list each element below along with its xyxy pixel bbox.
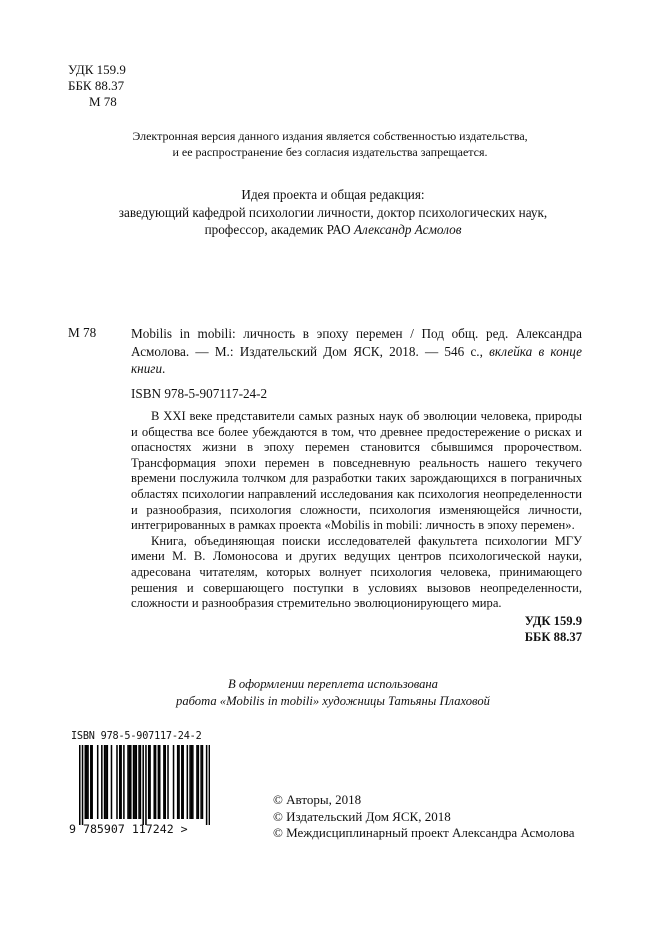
barcode-bar (111, 745, 113, 819)
bibliographic-entry (131, 325, 582, 378)
barcode-bar (85, 745, 87, 819)
abstract-paragraph-2: Книга, объединяющая поиски исследователей факультета психологии МГУ имени М. В. Ломоносова и других ведущих центров психологической науки, адресована читателям, которых волнует психология человека, принимающего решения и совершающего поступки в условиях вызовов неопределенности, сложности и разнообразия стремительно эволюционирующего мира. (131, 533, 582, 611)
notice-line-2: и ее распространение без согласия издательства запрещается. (172, 145, 488, 159)
barcode-bar (178, 745, 180, 819)
barcode-bar (159, 745, 161, 819)
barcode-bar (130, 745, 132, 819)
barcode-bar (86, 745, 88, 819)
udk-code-bold: УДК 159.9 (524, 614, 582, 628)
bbk-code: ББК 88.37 (68, 78, 125, 93)
barcode-bar (127, 745, 129, 819)
barcode-bar (181, 745, 183, 819)
barcode-bar (158, 745, 160, 819)
barcode-bar (202, 745, 204, 819)
notice-line-1: Электронная версия данного издания является собственностью издательства, (132, 129, 528, 143)
bbk-code-bold: ББК 88.37 (524, 629, 582, 644)
barcode-bar (123, 745, 125, 819)
abstract (131, 409, 582, 612)
barcode-bar (129, 745, 131, 819)
isbn-barcode (69, 731, 224, 837)
cover-note-line-1: В оформлении переплета использована (228, 677, 438, 691)
barcode-bar (116, 745, 118, 819)
barcode-bar (177, 745, 179, 819)
barcode-bar (148, 745, 150, 819)
barcode-bar (163, 745, 165, 819)
barcode-bar (133, 745, 135, 819)
cover-note (40, 676, 626, 710)
udk-code: УДК 159.9 (68, 62, 126, 77)
barcode-bar (138, 745, 140, 819)
barcode-bars (79, 745, 210, 825)
barcode-bar (173, 745, 175, 819)
editor-name: Александр Асмолов (353, 222, 462, 237)
barcode-bar (140, 745, 142, 819)
copyright-notice (40, 128, 620, 160)
classification-bold (525, 614, 582, 645)
barcode-bar (191, 745, 193, 819)
barcode-bar (155, 745, 157, 819)
abstract-paragraph-1: В XXI веке представители самых разных наук об эволюции человека, природы и общества все более убеждаются в том, что древнее предостережение о рисках и опасностях жизни в эпоху перемен становится сбывшимся пророчеством. Трансформация эпохи перемен в повседневную реальность нашего текучего времени послужила толчком для разработки таких зарождающихся в пограничных областях психологии направлений исследования как психология неопределенности и разнообразия, психология сложности, психология изменяющейся личности, интегрированных в рамках проекта «Mobilis in mobili: личность в эпоху перемен». (131, 409, 582, 533)
editor-line-3 (40, 221, 626, 239)
barcode-bar (107, 745, 109, 819)
barcode-bar (198, 745, 200, 819)
barcode-top-text: ISBN 978-5-907117-24-2 (71, 731, 202, 742)
barcode-bar (105, 745, 107, 819)
barcode-bar (90, 745, 92, 819)
entry-italic: вклейка в конце книги (131, 343, 583, 376)
barcode-bar (120, 745, 122, 819)
barcode-bar (87, 745, 89, 819)
barcode-bar (206, 745, 208, 825)
classification-block (68, 62, 126, 110)
barcode-bar (79, 745, 81, 825)
barcode-bar (167, 745, 169, 819)
barcode-bar (196, 745, 198, 819)
editor-credit (40, 186, 626, 239)
barcode-bar (192, 745, 194, 819)
entry-code: М 78 (68, 325, 97, 340)
entry-text: Mobilis in mobili: личность в эпоху перемен / Под общ. ред. Александра Асмолова. — М.: Издательский Дом ЯСК, 2018. — 546 с., (131, 326, 582, 359)
barcode-bar (164, 745, 166, 819)
barcode-bar (104, 745, 106, 819)
barcode-bar (136, 745, 138, 819)
copyright-list (273, 792, 575, 842)
isbn-line: ISBN 978-5-907117-24-2 (131, 386, 268, 401)
copyright-line: © Издательский Дом ЯСК, 2018 (273, 808, 451, 824)
barcode-bar (119, 745, 121, 819)
barcode-bar (134, 745, 136, 819)
barcode-bar (149, 745, 151, 819)
barcode-bar (82, 745, 84, 825)
barcode-bar (189, 745, 191, 819)
barcode-bar (187, 745, 189, 819)
barcode-bar (97, 745, 99, 819)
author-mark: М 78 (89, 94, 117, 109)
barcode-bar (153, 745, 155, 819)
barcode-bottom-text: 9 785907 117242 > (69, 822, 188, 836)
editor-line-1: Идея проекта и общая редакция: (241, 187, 425, 202)
editor-line-2: заведующий кафедрой психологии личности, доктор психологических наук, (118, 204, 548, 220)
barcode-bar (142, 745, 144, 825)
barcode-bar (209, 745, 210, 825)
cover-note-line-2: работа «Mobilis in mobili» художницы Татьяны Плаховой (176, 694, 490, 708)
copyright-line: © Авторы, 2018 (273, 792, 362, 807)
barcode-bar (91, 745, 93, 819)
entry-end: . (162, 361, 166, 376)
barcode-bar (101, 745, 103, 819)
barcode-bar (145, 745, 147, 825)
barcode-bar (182, 745, 184, 819)
barcode-bar (200, 745, 202, 819)
copyright-line: © Междисциплинарный проект Александра Асмолова (273, 825, 575, 840)
editor-title: профессор, академик РАО (204, 222, 354, 237)
